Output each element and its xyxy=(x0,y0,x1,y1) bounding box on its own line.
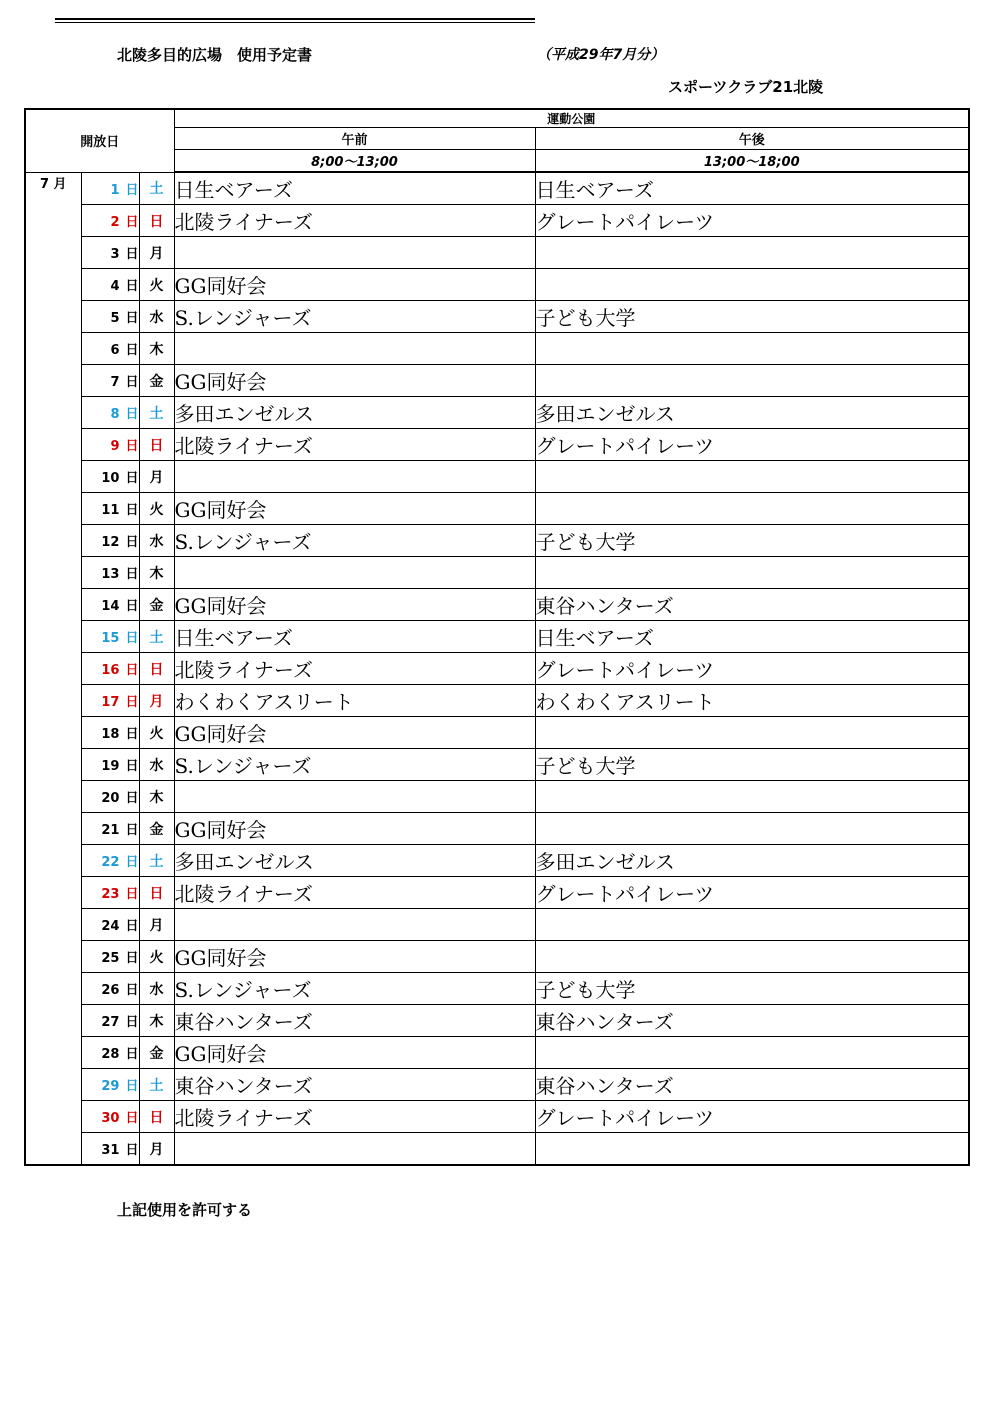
weekday-cell: 月 xyxy=(139,461,174,493)
pm-booking-cell xyxy=(535,941,969,973)
day-suffix: 日 xyxy=(125,247,139,262)
pm-booking-cell xyxy=(535,813,969,845)
day-number: 23 xyxy=(101,887,120,902)
day-number: 9 xyxy=(110,439,120,454)
day-number: 20 xyxy=(101,791,120,806)
am-booking-cell: 北陵ライナーズ xyxy=(174,653,535,685)
pm-booking-cell: グレートパイレーツ xyxy=(535,205,969,237)
day-suffix: 日 xyxy=(125,503,139,518)
pm-booking-cell: 日生ベアーズ xyxy=(535,621,969,653)
pm-booking-cell xyxy=(535,493,969,525)
day-number: 25 xyxy=(101,951,120,966)
table-row xyxy=(25,1101,969,1133)
day-suffix: 日 xyxy=(125,855,139,870)
day-cell xyxy=(81,269,139,301)
weekday-cell: 火 xyxy=(139,269,174,301)
weekday-cell: 金 xyxy=(139,1037,174,1069)
pm-booking-cell: グレートパイレーツ xyxy=(535,1101,969,1133)
table-row xyxy=(25,781,969,813)
weekday-cell: 日 xyxy=(139,1101,174,1133)
am-booking-cell: GG同好会 xyxy=(174,365,535,397)
day-number: 15 xyxy=(101,631,120,646)
day-number: 11 xyxy=(101,503,120,518)
day-cell xyxy=(81,1069,139,1101)
day-cell xyxy=(81,877,139,909)
am-booking-cell: 多田エンゼルス xyxy=(174,397,535,429)
day-cell xyxy=(81,781,139,813)
pm-booking-cell: グレートパイレーツ xyxy=(535,429,969,461)
schedule-table xyxy=(24,108,970,1166)
am-booking-cell: GG同好会 xyxy=(174,269,535,301)
am-booking-cell: GG同好会 xyxy=(174,493,535,525)
weekday-cell: 土 xyxy=(139,845,174,877)
day-cell xyxy=(81,813,139,845)
day-suffix: 日 xyxy=(125,919,139,934)
table-row xyxy=(25,973,969,1005)
weekday-cell: 金 xyxy=(139,813,174,845)
table-row xyxy=(25,172,969,205)
pm-booking-cell: 東谷ハンターズ xyxy=(535,1005,969,1037)
day-cell xyxy=(81,557,139,589)
day-suffix: 日 xyxy=(125,663,139,678)
pm-time-header: 13;00～18;00 xyxy=(535,150,969,173)
day-number: 10 xyxy=(101,471,120,486)
table-row xyxy=(25,877,969,909)
day-suffix: 日 xyxy=(125,182,139,198)
table-row xyxy=(25,749,969,781)
am-booking-cell: 東谷ハンターズ xyxy=(174,1069,535,1101)
day-cell xyxy=(81,909,139,941)
open-day-header: 開放日 xyxy=(25,109,174,172)
pm-booking-cell: 東谷ハンターズ xyxy=(535,1069,969,1101)
day-suffix: 日 xyxy=(125,279,139,294)
weekday-cell: 木 xyxy=(139,557,174,589)
day-suffix: 日 xyxy=(125,1047,139,1062)
day-number: 13 xyxy=(101,567,120,582)
table-row xyxy=(25,813,969,845)
day-suffix: 日 xyxy=(125,1143,139,1158)
day-suffix: 日 xyxy=(125,471,139,486)
am-booking-cell xyxy=(174,237,535,269)
am-booking-cell: GG同好会 xyxy=(174,1037,535,1069)
table-row xyxy=(25,365,969,397)
table-row xyxy=(25,941,969,973)
day-suffix: 日 xyxy=(125,823,139,838)
am-header: 午前 xyxy=(174,128,535,150)
day-cell xyxy=(81,237,139,269)
am-booking-cell: GG同好会 xyxy=(174,813,535,845)
weekday-cell: 月 xyxy=(139,237,174,269)
pm-booking-cell xyxy=(535,269,969,301)
day-cell xyxy=(81,205,139,237)
pm-booking-cell: 東谷ハンターズ xyxy=(535,589,969,621)
day-cell xyxy=(81,845,139,877)
weekday-cell: 金 xyxy=(139,365,174,397)
weekday-cell: 土 xyxy=(139,1069,174,1101)
document-title: 北陵多目的広場 使用予定書 xyxy=(117,46,313,64)
am-booking-cell xyxy=(174,557,535,589)
am-booking-cell: S.レンジャーズ xyxy=(174,973,535,1005)
day-suffix: 日 xyxy=(125,439,139,454)
day-cell xyxy=(81,397,139,429)
am-booking-cell: S.レンジャーズ xyxy=(174,525,535,557)
table-row xyxy=(25,909,969,941)
day-number: 24 xyxy=(101,919,120,934)
day-suffix: 日 xyxy=(125,343,139,358)
weekday-cell: 日 xyxy=(139,877,174,909)
park-header: 運動公園 xyxy=(174,109,969,128)
am-booking-cell: 東谷ハンターズ xyxy=(174,1005,535,1037)
weekday-cell: 木 xyxy=(139,333,174,365)
day-number: 6 xyxy=(110,343,120,358)
day-cell xyxy=(81,333,139,365)
table-row xyxy=(25,621,969,653)
table-row xyxy=(25,493,969,525)
day-suffix: 日 xyxy=(125,1015,139,1030)
weekday-cell: 金 xyxy=(139,589,174,621)
day-suffix: 日 xyxy=(125,1079,139,1094)
pm-booking-cell: グレートパイレーツ xyxy=(535,877,969,909)
day-suffix: 日 xyxy=(125,567,139,582)
day-suffix: 日 xyxy=(125,983,139,998)
period-label: （平成29年7月分） xyxy=(537,47,665,63)
weekday-cell: 土 xyxy=(139,172,174,205)
day-cell xyxy=(81,172,139,205)
day-number: 21 xyxy=(101,823,120,838)
table-row xyxy=(25,301,969,333)
am-booking-cell: 多田エンゼルス xyxy=(174,845,535,877)
pm-booking-cell xyxy=(535,333,969,365)
organization-name: スポーツクラブ21北陵 xyxy=(668,78,824,96)
table-row xyxy=(25,333,969,365)
top-rule xyxy=(55,18,535,23)
weekday-cell: 水 xyxy=(139,749,174,781)
weekday-cell: 火 xyxy=(139,493,174,525)
day-number: 31 xyxy=(101,1143,120,1158)
day-suffix: 日 xyxy=(125,215,139,230)
day-cell xyxy=(81,717,139,749)
pm-booking-cell: わくわくアスリート xyxy=(535,685,969,717)
pm-booking-cell: 日生ベアーズ xyxy=(535,172,969,205)
table-row xyxy=(25,1037,969,1069)
day-cell xyxy=(81,685,139,717)
table-row xyxy=(25,653,969,685)
table-row xyxy=(25,717,969,749)
am-booking-cell: GG同好会 xyxy=(174,941,535,973)
day-number: 16 xyxy=(101,663,120,678)
pm-booking-cell xyxy=(535,237,969,269)
pm-booking-cell: 子ども大学 xyxy=(535,749,969,781)
day-cell xyxy=(81,1133,139,1166)
day-cell xyxy=(81,1037,139,1069)
pm-booking-cell xyxy=(535,365,969,397)
am-booking-cell: GG同好会 xyxy=(174,717,535,749)
weekday-cell: 水 xyxy=(139,301,174,333)
day-suffix: 日 xyxy=(125,407,139,422)
day-suffix: 日 xyxy=(125,887,139,902)
day-suffix: 日 xyxy=(125,599,139,614)
table-row xyxy=(25,525,969,557)
pm-booking-cell xyxy=(535,1037,969,1069)
day-number: 5 xyxy=(110,311,120,326)
am-booking-cell: 北陵ライナーズ xyxy=(174,429,535,461)
day-cell xyxy=(81,1101,139,1133)
weekday-cell: 木 xyxy=(139,1005,174,1037)
day-cell xyxy=(81,493,139,525)
table-row xyxy=(25,269,969,301)
table-row xyxy=(25,1133,969,1166)
am-booking-cell xyxy=(174,781,535,813)
day-number: 17 xyxy=(101,695,120,710)
am-booking-cell: S.レンジャーズ xyxy=(174,301,535,333)
weekday-cell: 土 xyxy=(139,397,174,429)
day-number: 19 xyxy=(101,759,120,774)
day-number: 18 xyxy=(101,727,120,742)
table-row xyxy=(25,205,969,237)
table-row xyxy=(25,589,969,621)
am-booking-cell xyxy=(174,333,535,365)
am-booking-cell: 日生ベアーズ xyxy=(174,172,535,205)
weekday-cell: 月 xyxy=(139,909,174,941)
day-cell xyxy=(81,653,139,685)
pm-booking-cell xyxy=(535,717,969,749)
day-cell xyxy=(81,525,139,557)
am-booking-cell: わくわくアスリート xyxy=(174,685,535,717)
day-suffix: 日 xyxy=(125,375,139,390)
day-number: 26 xyxy=(101,983,120,998)
pm-booking-cell xyxy=(535,781,969,813)
day-suffix: 日 xyxy=(125,631,139,646)
table-row xyxy=(25,397,969,429)
pm-booking-cell xyxy=(535,557,969,589)
am-booking-cell: S.レンジャーズ xyxy=(174,749,535,781)
day-cell xyxy=(81,589,139,621)
weekday-cell: 日 xyxy=(139,429,174,461)
day-number: 1 xyxy=(110,182,120,198)
am-booking-cell: 北陵ライナーズ xyxy=(174,877,535,909)
table-row xyxy=(25,461,969,493)
day-cell xyxy=(81,301,139,333)
table-row xyxy=(25,1069,969,1101)
table-row xyxy=(25,845,969,877)
day-suffix: 日 xyxy=(125,791,139,806)
pm-booking-cell: 子ども大学 xyxy=(535,301,969,333)
day-suffix: 日 xyxy=(125,311,139,326)
day-cell xyxy=(81,749,139,781)
weekday-cell: 水 xyxy=(139,973,174,1005)
pm-booking-cell: 多田エンゼルス xyxy=(535,845,969,877)
table-row xyxy=(25,237,969,269)
table-row xyxy=(25,557,969,589)
table-row xyxy=(25,685,969,717)
weekday-cell: 土 xyxy=(139,621,174,653)
am-booking-cell: 北陵ライナーズ xyxy=(174,205,535,237)
day-number: 22 xyxy=(101,855,120,870)
day-number: 30 xyxy=(101,1111,120,1126)
day-number: 2 xyxy=(110,215,120,230)
pm-booking-cell: グレートパイレーツ xyxy=(535,653,969,685)
day-cell xyxy=(81,973,139,1005)
day-number: 27 xyxy=(101,1015,120,1030)
pm-booking-cell: 多田エンゼルス xyxy=(535,397,969,429)
day-number: 7 xyxy=(110,375,120,390)
day-number: 8 xyxy=(110,407,120,422)
day-cell xyxy=(81,941,139,973)
day-suffix: 日 xyxy=(125,951,139,966)
day-number: 12 xyxy=(101,535,120,550)
am-booking-cell xyxy=(174,461,535,493)
weekday-cell: 日 xyxy=(139,205,174,237)
weekday-cell: 木 xyxy=(139,781,174,813)
weekday-cell: 月 xyxy=(139,685,174,717)
month-cell: 7 月 xyxy=(25,172,81,1165)
pm-booking-cell: 子ども大学 xyxy=(535,973,969,1005)
day-suffix: 日 xyxy=(125,695,139,710)
weekday-cell: 火 xyxy=(139,941,174,973)
day-cell xyxy=(81,1005,139,1037)
day-suffix: 日 xyxy=(125,535,139,550)
approval-text: 上記使用を許可する xyxy=(117,1201,253,1219)
am-time-header: 8;00～13;00 xyxy=(174,150,535,173)
day-suffix: 日 xyxy=(125,1111,139,1126)
pm-booking-cell xyxy=(535,909,969,941)
day-number: 4 xyxy=(110,279,120,294)
am-booking-cell: 日生ベアーズ xyxy=(174,621,535,653)
day-cell xyxy=(81,461,139,493)
pm-header: 午後 xyxy=(535,128,969,150)
am-booking-cell: GG同好会 xyxy=(174,589,535,621)
pm-booking-cell xyxy=(535,461,969,493)
table-row xyxy=(25,1005,969,1037)
day-cell xyxy=(81,429,139,461)
pm-booking-cell xyxy=(535,1133,969,1166)
day-number: 14 xyxy=(101,599,120,614)
day-suffix: 日 xyxy=(125,727,139,742)
pm-booking-cell: 子ども大学 xyxy=(535,525,969,557)
day-number: 28 xyxy=(101,1047,120,1062)
day-number: 29 xyxy=(101,1079,120,1094)
day-number: 3 xyxy=(110,247,120,262)
am-booking-cell xyxy=(174,1133,535,1166)
weekday-cell: 月 xyxy=(139,1133,174,1166)
day-suffix: 日 xyxy=(125,759,139,774)
weekday-cell: 火 xyxy=(139,717,174,749)
am-booking-cell: 北陵ライナーズ xyxy=(174,1101,535,1133)
day-cell xyxy=(81,365,139,397)
weekday-cell: 日 xyxy=(139,653,174,685)
table-row xyxy=(25,429,969,461)
am-booking-cell xyxy=(174,909,535,941)
weekday-cell: 水 xyxy=(139,525,174,557)
day-cell xyxy=(81,621,139,653)
